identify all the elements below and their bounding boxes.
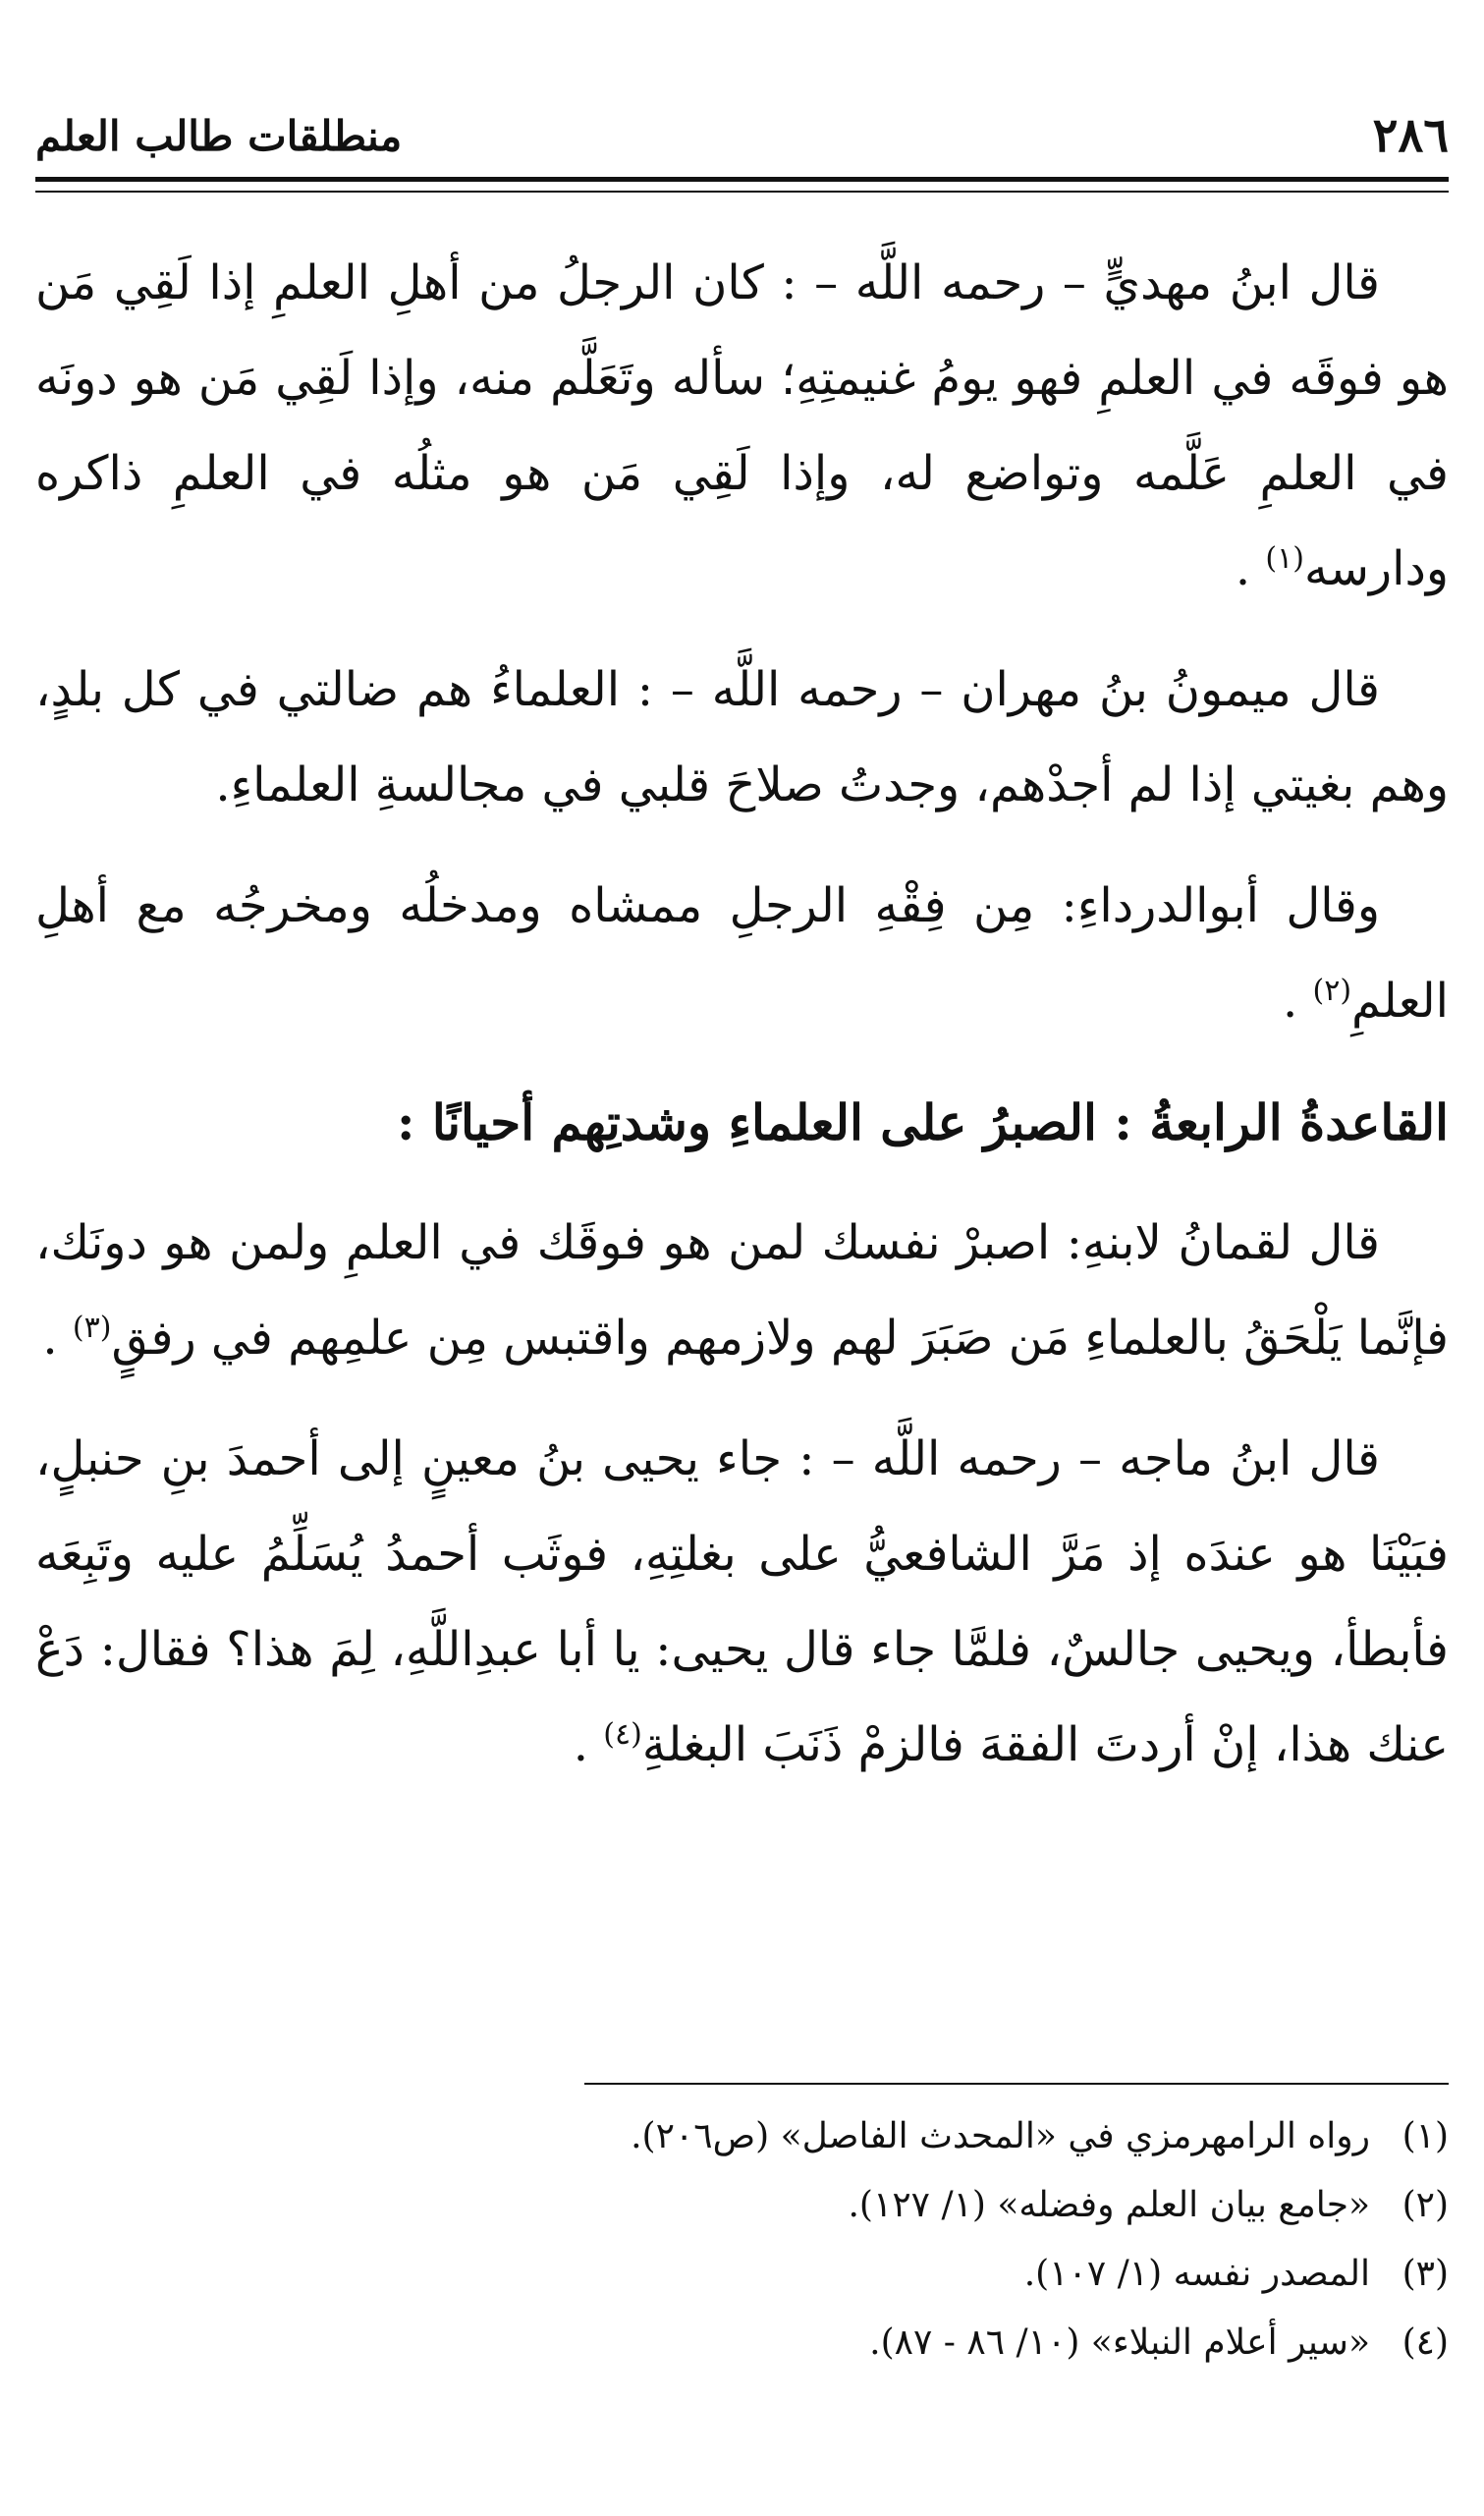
section-heading: القاعدةُ الرابعةُ : الصبرُ على العلماءِ وشدتِهم أحيانًا : — [396, 1093, 1449, 1151]
paragraph-ibn-mahdi: قال ابنُ مهديٍّ – رحمه اللَّه – : كان الرجلُ من أهلِ العلمِ إذا لَقِي مَن هو فوقَه في العلمِ فهو يومُ غنيمتِهِ؛ سأله وتَعَلَّم منه، وإذا لَقِي مَن هو دونَه في العلمِ عَلَّمه وتواضع له، وإذا لَقِي مَن هو مثلُه في العلمِ ذاكره ودارسه$^{(١)}$ . — [35, 255, 1449, 596]
header-rule-thick — [35, 177, 1449, 182]
footnote-3: (٣)المصدر نفسه (١/ ١٠٧). — [1023, 2254, 1449, 2294]
page-header — [35, 94, 1449, 173]
footnotes — [35, 2102, 1449, 2377]
footnote-ref-3: (٣) — [72, 1311, 112, 1345]
paragraph-maymun: قال ميمونُ بنُ مهران – رحمه اللَّه – : العلماءُ هم ضالتي في كل بلدٍ، وهم بغيتي إذا لم أجدْهم، وجدتُ صلاحَ قلبي في مجالسةِ العلماءِ. — [35, 662, 1449, 812]
paragraph-abu-darda: وقال أبوالدرداءِ: مِن فِقْهِ الرجلِ ممشاه ومدخلُه ومخرجُه مع أهلِ العلمِ$^{(٢)}$ . — [35, 878, 1449, 1029]
footnote-2: (٢)«جامع بيان العلم وفضله» (١/ ١٢٧). — [848, 2185, 1449, 2225]
body-text — [35, 236, 1449, 1818]
footnote-1: (١)رواه الرامهرمزي في «المحدث الفاصل» (ص٢٠٦). — [631, 2116, 1449, 2156]
footnote-ref-1: (١) — [1265, 541, 1304, 576]
footnote-ref-4: (٤) — [603, 1717, 642, 1752]
footnote-ref-2: (٢) — [1312, 974, 1352, 1008]
paragraph-luqman: قال لقمانُ لابنهِ: اصبرْ نفسك لمن هو فوقَك في العلمِ ولمن هو دونَك، فإنَّما يَلْحَقُ بالعلماءِ مَن صَبَرَ لهم ولازمهم واقتبس مِن علمِهم في رفقٍ$^{(٣)}$ . — [35, 1215, 1449, 1366]
header-rule-thin — [35, 191, 1449, 193]
page-number: ٢٨٦ — [1372, 108, 1449, 163]
paragraph-ibn-majah: قال ابنُ ماجه – رحمه اللَّه – : جاء يحيى بنُ معينٍ إلى أحمدَ بنِ حنبلٍ، فبَيْنَا هو عندَه إذ مَرَّ الشافعيُّ على بغلتِهِ، فوثَب أحمدُ يُسَلِّمُ عليه وتَبِعَه فأبطأ، ويحيى جالسٌ، فلمَّا جاء قال يحيى: يا أبا عبدِاللَّهِ، لِمَ هذا؟ فقال: دَعْ عنك هذا، إنْ أردتَ الفقهَ فالزمْ ذَنَبَ البغلةِ$^{(٤)}$ . — [35, 1431, 1449, 1772]
footnote-separator — [584, 2083, 1449, 2085]
book-title: منطلقات طالب العلم — [35, 112, 403, 160]
footnote-4: (٤)«سير أعلام النبلاء» (١٠/ ٨٦ - ٨٧). — [869, 2322, 1449, 2363]
